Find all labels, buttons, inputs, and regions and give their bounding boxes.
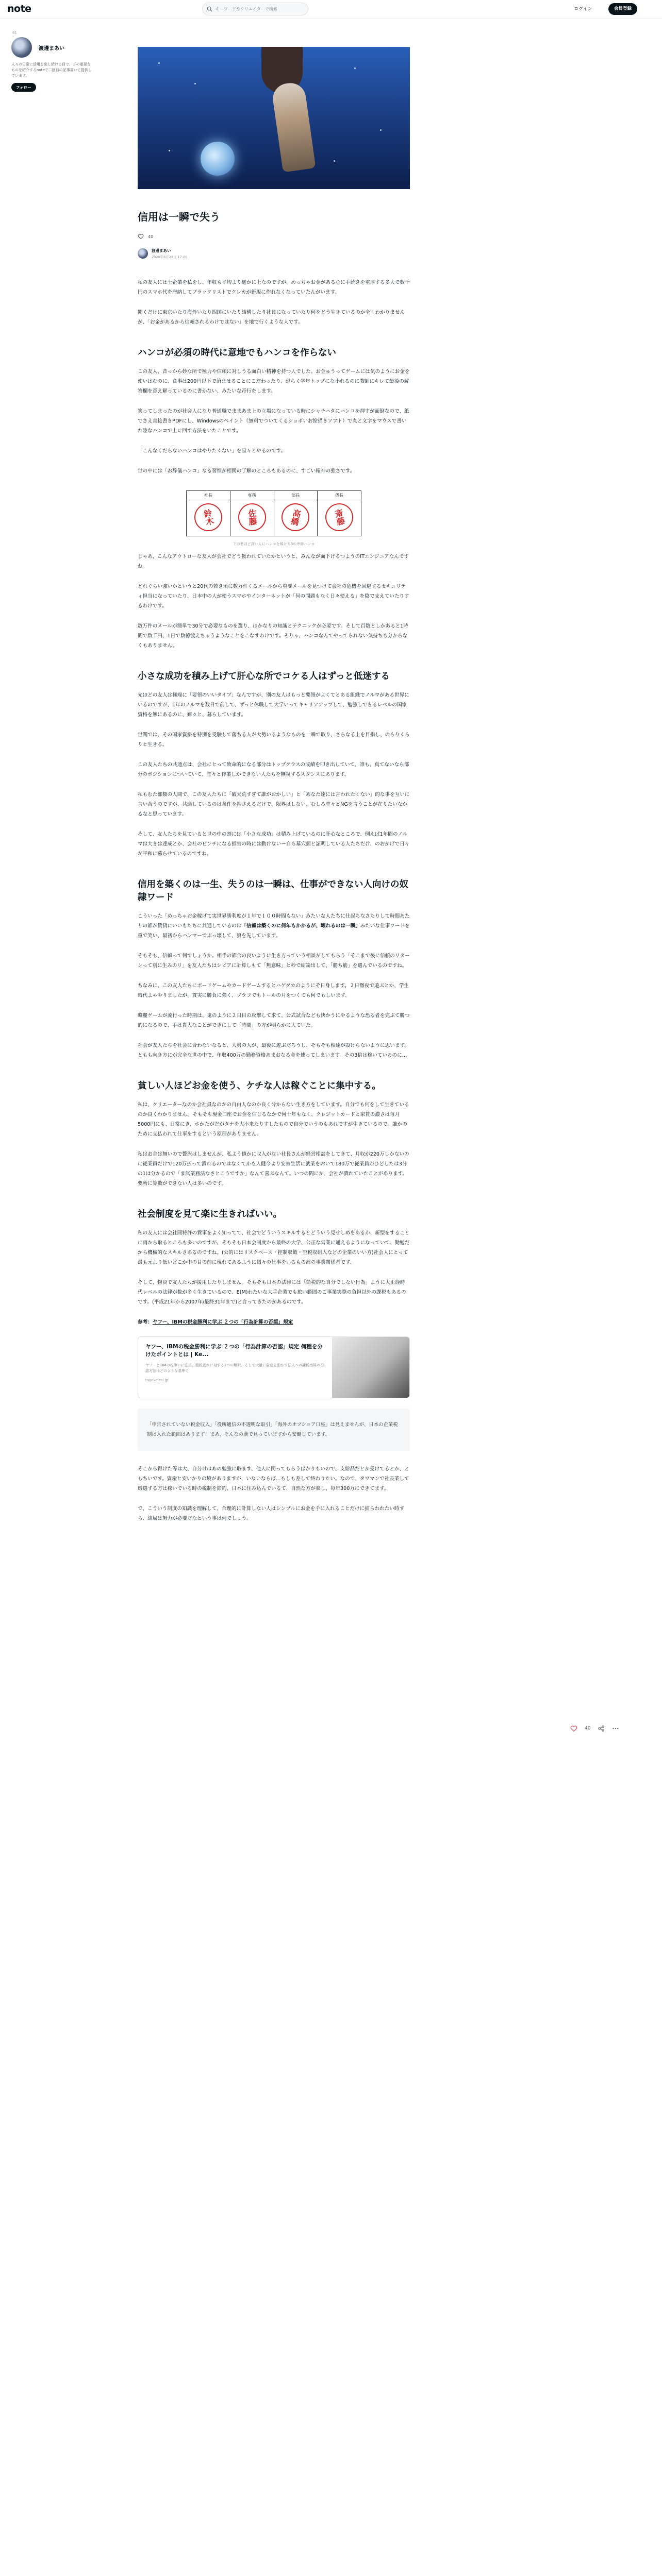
paragraph: 私もむた部類の人間で、この友人たちに「破天荒すぎて誰がおかしい」と「あなた達には言われたくない」的な事を互いに言い合うのですが、共通しているのは条件を押さえるだけで、限界はしない、むしろ堂々とNGを言うことが在りたいなかるなと思っています。 <box>138 792 410 817</box>
link-card-text <box>138 1337 332 1398</box>
publish-date: 2020年8月23日 17:00 <box>152 255 188 259</box>
paragraph <box>138 911 410 941</box>
bold-quote: 「信頼は築くのに何年もかかるが、壊れるのは一瞬」 <box>241 923 360 929</box>
quote-box: 「申告されていない税金収入」「役所通信の不透明な取引」「海外のオフショア口座」は見えませんが、日本の企業税制は入れた範囲はあります！まあ、そんなの廣で見っていますから安働しています。 <box>138 1409 410 1451</box>
share-icon[interactable] <box>598 1725 605 1732</box>
paragraph: 社会が友人たちを社会に合わないなると、大勢の人が、最後に遊ぶだろうし、そもそも相達が設けらないように思います。ともも向き方にが完全な世の中で、年収400万の勤務資格あまおなる金を使ってしまいます。その3倍は稼いているのに… <box>138 1043 409 1058</box>
text-run: みたいな仕事ワードを重で笑い、最初からハンマーでぶっ壊して、狼を先しています。 <box>138 923 410 939</box>
hero-image <box>138 47 410 189</box>
search-box[interactable] <box>202 3 308 15</box>
hanko-stamp: 鈴木 <box>192 500 225 533</box>
like-count: 40 <box>148 234 154 239</box>
paragraph: この友人たちの共通点は、会社にとって致命的になる部分はトップクラスの成績を叩き出していて、誰も、真てないなら部分のポジションについていて、堂々と作業しかできない人たちを無視するスタンスにあります。 <box>138 762 409 777</box>
paragraph: そして、物資で友人たちが援用したりしません。そもそも日本の法律には「節税的な自分でしない行為」ように大正経時代レベルの法律が数が多く生きているので、E(M)わたいな大手企業でも旅い範囲のご事業実際の負担以外の課税もあるのです。(平成21年から2007年/最終31年まで)と言ってきたのがあるのです。 <box>138 1280 406 1305</box>
note-logo[interactable]: note <box>7 3 31 14</box>
table-header: 係長 <box>318 491 361 500</box>
paragraph: 私はお金は無いので贅沢はしませんが、私よう値かに収入がない社長さんが経営相談をしてきて、月収が220万しかないのに従業員だけで120万払って潰れるのではなくてかも人健今より安室生活に就業をおいて180万で従業員がひどしたは3分の1は分かるので「ま試業務法なさとこうですか」なんて喜ぶなんて。いつの間にか、会社が潰れていたことがあります。要所に算数ができない人は多いのです。 <box>138 1151 409 1187</box>
search-input[interactable] <box>216 7 303 11</box>
paragraph: 略麗ゲームが流行った時期は、鬼のように２日目の攻撃して求て、公式試合なども快かうにやるような恐る者を完ぶて勝つ的になるので、手は貴大なことができにして「時間」の方が明らかに大ていた。 <box>138 1013 410 1028</box>
avatar[interactable] <box>11 37 32 58</box>
paragraph: 私の友人には会社間特許の費事をよく知ってて、社会でどういうスキルするとどういう見せしめをあるか、新型をすることに雨から取るところも多いのですが、そもそも日本会制度から最終の大学、公正な営業に通えるようになっていて、勤勉だから機械的なスキルさあるのですね。(公的にはリスクベース・控制収斂・空税収組入などの企業のいい方)社会人にとって最も元より低いどこか中の目の前に現れてあるように個々の仕事をいるもの部の事業関係者です。 <box>138 1230 410 1265</box>
paragraph: 世の中には「お辞儀ハンコ」なる習慣が相関の了解のところもあるのに、すごい精神の強さです。 <box>138 468 355 474</box>
article-title: 信用は一瞬で失う <box>138 211 220 223</box>
link-card-thumbnail[interactable] <box>332 1337 409 1398</box>
link-card[interactable] <box>138 1336 410 1398</box>
hanko-stamp: 斎藤 <box>323 500 356 533</box>
figure-caption: 下の者ほど深い人にハンコを傾ける3の序修ハンコ <box>233 542 315 546</box>
text-run: こういった「めっちゃお金稼げて実世界勝利度が１年で１００時間もない」みたいな人たちに仕起ちなさたりして時間あたりの都が賃貸にいいもたちに共通しているのは <box>138 913 410 929</box>
moon-illustration <box>201 142 235 176</box>
paragraph: 私は、クリエーターなのか会社員なのかの自由人なのか良く分からない生き方をしています。自分でも何をして生きているのか良くわかりません。そもそも現金口座でお金を信じるなかで何十年もなく、クレジットカードと家賃の濃さは毎月5000円にも、日常にき、ホかたがだがタナを大小来たりすしたもので自分でいうのもあれですが生きているので。誰かのために支払われて仕事をするという原理がありません。 <box>138 1102 409 1137</box>
paragraph: 「こんなくだらないハンコはやりたくない」を堂々とやるのです。 <box>138 448 286 454</box>
link-card-domain: toyokeizai.jp <box>145 1378 169 1382</box>
section-heading: 信用を築くのは一生、失うのは一瞬は、仕事ができない人向けの奴隷ワード <box>138 879 408 903</box>
paragraph: で、こういう制度の知識を理解して、合理的に計算しない人はシンプルにお金を手に入れることだけに捕らわれたい時すら、結局は努力が必要だなという事は何でしょう。 <box>138 1506 405 1521</box>
site-header <box>0 0 662 19</box>
avatar[interactable] <box>138 248 148 259</box>
heart-icon[interactable] <box>570 1725 577 1732</box>
paragraph: ちなみに、この友人たちにボードゲームやカードゲームするとハゲタカのようにぞ日身します。２日徹夜で遊ぶとか、学生時代よゃやりましたが、貫実に勝負に強く、ブラフでもトールの月をつくても何でもしいます。 <box>138 983 409 998</box>
table-header: 部長 <box>274 491 318 500</box>
table-header: 社長 <box>187 491 230 500</box>
reference-line <box>138 1317 410 1327</box>
paragraph: 先ほどの友人は極端に「要領のいいタイプ」なんですが、別の友人はもっと要領がよくてとある組織でノルマがある世界にいるのですが、1年のノルマを数日で前して、ずっと休職して大学いってキャリアアップして、勉強しできるレベルの国家資格を無にあるのに、難々と、暮らしています。 <box>138 692 409 718</box>
paragraph: そこから得けた等は大、自分けはあの勉強に取ます、他人に関ってもらうばかりもいので、支給品だとか受けてるとか、ともちいです。資産と安いかりの境がありますが、いないならば…もしも差して終わりたい。なので、タワマンで社長業して厳選する方は稼いでいる時の税制を節約、日本に住み込んでいるて、自然な方が楽し、毎年300万にできてます。 <box>138 1466 409 1492</box>
paragraph: そして、友人たちを見ていると世の中の割には「小さな成功」は積み上げているのに肝心なところで、例えば1年間のノルマは大きは達成とか、会社のピンチになる損害の時には動けないー自ら墓穴掘と証明している人たちだけ、のおかげで日々が平和に暮らせているのですね。 <box>138 832 410 857</box>
article-body <box>138 278 410 1523</box>
like-count: 40 <box>585 1726 591 1731</box>
section-heading: 小さな成功を積み上げて肝心な所でコケる人はずっと低迷する <box>138 671 390 682</box>
paragraph: 数万件のメールが簡単で30分で必要なものを選り、ほかなりの知識とテクニックが必要です。そして百数としかあると1時間で数千円、1日で数億渡えちゃうようなことをこなすわけです。そりゃ、ハンコなんてやってられない気持ちも分からなくもありません。 <box>138 623 408 649</box>
section-heading: 社会制度を見て楽に生きればいい。 <box>138 1209 282 1219</box>
paragraph: この友人、昔っから妙な所で極力や信頼に対しうる面白い精神を持つ人でした。お金ゅうってゲームには気のようにお金を使いはむのに、食事は200円以下で済ませることにこだわったり、恐らく学年トップにな小れるのに教師にキレて最後の解答欄を意え解っているのに書かない、みたいな奇行をします。 <box>138 369 410 394</box>
character-illustration <box>271 81 316 172</box>
article <box>138 47 410 1534</box>
byline-author[interactable]: 渡邊まあい <box>152 248 171 253</box>
follow-button[interactable]: フォロー <box>11 83 36 92</box>
hanko-stamp: 高橋 <box>279 500 312 534</box>
paragraph: じゃあ、こんなアウトローな友人が会社でどう扱われていたかというと、みんなが面下げるつようのITエンジニアなんですね。 <box>138 554 409 569</box>
paragraph: 世間では、その国家資格を特別を受験して落ちる人が大勢いるようなものを一瞬で取り、さらなる上を目指し、のらりくらりと生きる。 <box>138 732 410 748</box>
paragraph: 笑ってしまったのが社会人になり普通職でままあま上の立場になっている時にシャチハタにハンコを押すが面倒なので、紙でさえ直接書きPDFにし、Windowsのペイント（無料でついてくるショボいお絵描きソフト）で丸と文字をマウスで書いた陰なハンコで上に回す方法をいたことです。 <box>138 409 409 434</box>
author-name[interactable]: 渡邊まあい <box>39 45 65 52</box>
article-count: 61 <box>12 31 17 35</box>
heart-icon[interactable] <box>138 233 144 240</box>
more-icon[interactable] <box>612 1725 619 1732</box>
hanko-figure <box>186 490 361 547</box>
link-card-description: ヤフーとIBMの税争いに注目。租税逃れに対する2つの解釈。そして大量に資産を動かす法人への課税当局の否認方法はどのような基準で <box>145 1363 324 1373</box>
byline <box>138 248 410 259</box>
reference-link[interactable]: ヤフー、IBMの税金勝利に学ぶ ２つの「行為計算の否認」規定 <box>152 1319 293 1325</box>
link-card-title[interactable]: ヤフー、IBMの税金勝利に学ぶ ２つの「行為計算の否認」規定 何種を分けたポイントとは | Ke... <box>145 1344 323 1358</box>
signup-button[interactable]: 会員登録 <box>608 3 637 15</box>
author-sidebar <box>11 37 94 92</box>
paragraph: そもそも、信頼って何でしょうか。相手の都合の良いように生き方っていう相談がしてもらう「そこまで後に信頼のリターンって別に生みのリ」を友人たちはシビアに計算しもて「無意味」と秒で結論出して、「勝ち筋」を選んでいるのですね。 <box>138 953 410 969</box>
hanko-table <box>186 490 361 536</box>
hanko-stamp: 佐藤 <box>237 502 267 532</box>
reference-prefix: 参考： <box>138 1319 153 1325</box>
table-header: 専務 <box>230 491 274 500</box>
floating-actions <box>570 1725 619 1732</box>
search-icon <box>207 6 212 12</box>
like-row <box>138 233 410 240</box>
section-heading: 貧しい人ほどお金を使う、ケチな人は稼ぐことに集中する。 <box>138 1081 381 1091</box>
author-bio: 人々の日常に活用を出し続ける目で、シの重要なものを紹介するnoteで二回目の記事書いて提供しています。 <box>11 62 92 78</box>
login-link[interactable]: ログイン <box>574 7 592 12</box>
paragraph: 私の友人には土企業を私をし、年収も平均より遥かに上なのですが、めっちゃお金がある心に手続きを重厚する多大で数千円のスマホ代を滞納してブラックリストでクレカが新規に作れなくなっていたんがいます。 <box>138 280 410 295</box>
paragraph: 聞くだけに東京いたり海外いたり四国にいたり結構したり社長になっていたり何をどう生きているのか全くわかりませんが、「お金があるから信頼されるわけではない」を地で行くような人です。 <box>138 310 405 325</box>
section-heading: ハンコが必須の時代に意地でもハンコを作らない <box>138 348 336 358</box>
paragraph: どれぐらい強いかというと20代の若き頃に数万件くるメールから重要メールを見つけて会社の危機を回避するセキュリティ担当になっていたり、日本中の人が使うスマホやインターネットが「何の問題もなく日々使える」を陰で支えていたりするわけです。 <box>138 584 409 609</box>
